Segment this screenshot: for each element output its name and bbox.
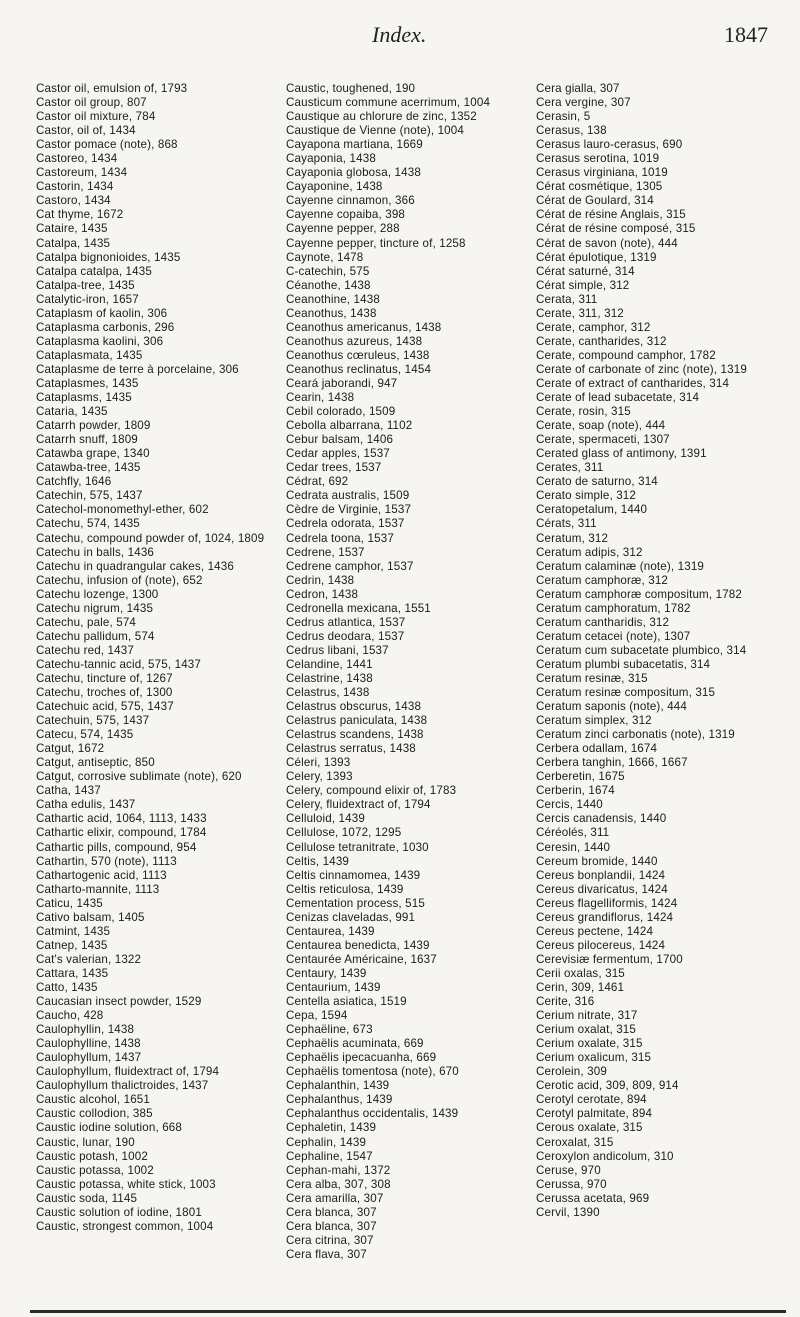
index-entry: Cedrus libani, 1537 <box>286 643 389 657</box>
index-entry: Céréolés, 311 <box>536 826 610 840</box>
index-entry: Celluloid, 1439 <box>286 812 365 826</box>
index-entry: Cerium nitrate, 317 <box>536 1009 638 1023</box>
index-entry: Cérat saturné, 314 <box>536 264 635 278</box>
index-entry: Ceratum plumbi subacetatis, 314 <box>536 657 711 671</box>
index-entry: Catechu, troches of, 1300 <box>36 686 173 700</box>
index-entry: Ceruse, 970 <box>536 1163 601 1177</box>
index-entry: Cera blanca, 307 <box>286 1205 377 1219</box>
index-entry: Castoro, 1434 <box>36 194 111 208</box>
index-entry: Caulophyllum thalictroides, 1437 <box>36 1079 209 1093</box>
index-entry: Cataplasmes, 1435 <box>36 376 139 390</box>
index-entry: Celery, compound elixir of, 1783 <box>286 784 457 798</box>
index-entry: Cellulose, 1072, 1295 <box>286 826 402 840</box>
index-entry: Ceanothus azureus, 1438 <box>286 334 423 348</box>
index-entry: Cerussa acetata, 969 <box>536 1191 650 1205</box>
index-entry: Celtis, 1439 <box>286 854 350 868</box>
index-entry: Cephalin, 1439 <box>286 1135 367 1149</box>
index-entry: Catechu, tincture of, 1267 <box>36 671 173 685</box>
index-entry: Cellulose tetranitrate, 1030 <box>286 840 429 854</box>
index-entry: Cebolla albarrana, 1102 <box>286 419 413 433</box>
index-entry: Catha, 1437 <box>36 784 101 798</box>
index-entry: Celastrus paniculata, 1438 <box>286 714 428 728</box>
index-entry: Cerium oxalat, 315 <box>536 1023 637 1037</box>
index-entry: Cérats, 311 <box>536 517 597 531</box>
index-entry: Caustic alcohol, 1651 <box>36 1093 151 1107</box>
index-entry: Cativo balsam, 1405 <box>36 910 145 924</box>
index-entry: Cerotyl cerotate, 894 <box>536 1093 647 1107</box>
index-entry: Ceratum adipis, 312 <box>536 545 643 559</box>
index-entry: Catchfly, 1646 <box>36 475 112 489</box>
index-entry: Cerate, camphor, 312 <box>536 320 651 334</box>
index-entry: Catmint, 1435 <box>36 924 111 938</box>
index-entry: Cerussa, 970 <box>536 1177 607 1191</box>
index-entry: Cérat de résine Anglais, 315 <box>536 208 686 222</box>
index-column-3 <box>536 82 786 1220</box>
index-column-1 <box>36 82 276 1234</box>
index-column-2 <box>286 82 534 1262</box>
index-entry: Catechu pallidum, 574 <box>36 629 155 643</box>
index-entry: Cervil, 1390 <box>536 1205 600 1219</box>
index-entry: Ceresin, 1440 <box>536 840 611 854</box>
index-entry: Caulophyllum, fluidextract of, 1794 <box>36 1065 220 1079</box>
index-entry: Cereus grandiflorus, 1424 <box>536 910 674 924</box>
index-entry: Caticu, 1435 <box>36 896 103 910</box>
index-entry: Cerasin, 5 <box>536 110 591 124</box>
index-entry: Cera alba, 307, 308 <box>286 1177 391 1191</box>
index-entry: Caustique au chlorure de zinc, 1352 <box>286 110 477 124</box>
index-entry: Catechol-monomethyl-ether, 602 <box>36 503 209 517</box>
index-entry: Cedrene, 1537 <box>286 545 365 559</box>
index-entry: Cereus flagelliformis, 1424 <box>536 896 678 910</box>
index-entry: Cera amarilla, 307 <box>286 1191 384 1205</box>
index-entry: Cenizas claveladas, 991 <box>286 910 416 924</box>
index-entry: Celastrus scandens, 1438 <box>286 728 424 742</box>
index-entry: Catgut, antiseptic, 850 <box>36 756 155 770</box>
index-entry: Cerberetin, 1675 <box>536 770 625 784</box>
index-entry: Cebur balsam, 1406 <box>286 433 394 447</box>
index-entry: Cerasus lauro-cerasus, 690 <box>536 138 683 152</box>
page-title: Index. <box>372 22 427 47</box>
index-entry: Catechuin, 575, 1437 <box>36 714 150 728</box>
index-entry: Causticum commune acerrimum, 1004 <box>286 96 491 110</box>
index-entry: Cebil colorado, 1509 <box>286 405 396 419</box>
index-entry: Cephaline, 1547 <box>286 1149 373 1163</box>
index-entry: Caustic iodine solution, 668 <box>36 1121 182 1135</box>
index-entry: Caustique de Vienne (note), 1004 <box>286 124 464 138</box>
index-entry: Catechu-tannic acid, 575, 1437 <box>36 657 201 671</box>
index-entry: Centaury, 1439 <box>286 966 367 980</box>
index-entry: Cerate, soap (note), 444 <box>536 419 666 433</box>
index-entry: Catha edulis, 1437 <box>36 798 136 812</box>
page-header <box>0 0 800 70</box>
index-entry: Ceratopetalum, 1440 <box>536 503 648 517</box>
index-entry: Catnep, 1435 <box>36 938 108 952</box>
index-entry: Cataplasms, 1435 <box>36 391 132 405</box>
index-entry: Ceará jaborandi, 947 <box>286 376 398 390</box>
index-entry: Cerite, 316 <box>536 995 595 1009</box>
index-entry: Cedar trees, 1537 <box>286 461 382 475</box>
index-entry: Cereus pilocereus, 1424 <box>536 938 666 952</box>
index-entry: Ceratum simplex, 312 <box>536 714 652 728</box>
index-entry: Celastrus serratus, 1438 <box>286 742 416 756</box>
index-entry: Ceratum camphoratum, 1782 <box>536 601 691 615</box>
index-entry: Ceratum zinci carbonatis (note), 1319 <box>536 728 735 742</box>
index-entry: Centaurium, 1439 <box>286 981 381 994</box>
index-entry: Ceanothus, 1438 <box>286 306 377 320</box>
page-number: 1847 <box>724 22 768 47</box>
index-entry: Ceratum resinæ, 315 <box>536 671 648 685</box>
index-entry: Cayenne pepper, 288 <box>286 222 400 236</box>
index-entry: Cephaëlis acuminata, 669 <box>286 1037 424 1051</box>
index-entry: Catechu, infusion of (note), 652 <box>36 573 203 587</box>
index-entry: Ceratum resinæ compositum, 315 <box>536 686 716 700</box>
index-entry: Cerate, compound camphor, 1782 <box>536 348 716 362</box>
index-entry: Ceratum cantharidis, 312 <box>536 615 670 629</box>
index-entry: Cerate of carbonate of zinc (note), 1319 <box>536 362 747 376</box>
index-entry: Cathartic acid, 1064, 1113, 1433 <box>36 812 207 826</box>
index-entry: Cerate of extract of cantharides, 314 <box>536 376 730 390</box>
index-entry: Cerated glass of antimony, 1391 <box>536 447 707 461</box>
index-entry: Cephaletin, 1439 <box>286 1121 377 1135</box>
index-entry: Cedron, 1438 <box>286 587 359 601</box>
index-entry: Ceratum calaminæ (note), 1319 <box>536 559 705 573</box>
index-entry: Cerate of lead subacetate, 314 <box>536 391 700 405</box>
index-entry: Caulophylline, 1438 <box>36 1037 141 1051</box>
index-entry: Cat thyme, 1672 <box>36 208 124 222</box>
index-entry: Cataplasma carbonis, 296 <box>36 320 175 334</box>
index-entry: Catechin, 575, 1437 <box>36 489 143 503</box>
index-entry: Caustic, toughened, 190 <box>286 82 416 95</box>
index-entry: Céanothe, 1438 <box>286 278 371 292</box>
index-entry: Castor oil, emulsion of, 1793 <box>36 82 188 95</box>
index-entry: Cereus divaricatus, 1424 <box>536 882 668 896</box>
index-entry: Cataplasma kaolini, 306 <box>36 334 164 348</box>
index-entry: Cathartic elixir, compound, 1784 <box>36 826 207 840</box>
index-entry: Caucho, 428 <box>36 1009 104 1023</box>
index-entry: Ceroxalat, 315 <box>536 1135 614 1149</box>
index-entry: Cera blanca, 307 <box>286 1219 377 1233</box>
index-entry: Cayenne copaiba, 398 <box>286 208 406 222</box>
index-entry: Castoreo, 1434 <box>36 152 118 166</box>
index-entry: Caustic, strongest common, 1004 <box>36 1219 214 1233</box>
index-entry: Catechu lozenge, 1300 <box>36 587 159 601</box>
index-entry: Cayapona martiana, 1669 <box>286 138 423 152</box>
index-entry: Ceratum cetacei (note), 1307 <box>536 629 691 643</box>
index-entry: Ceratum, 312 <box>536 531 609 545</box>
index-entry: Cera gialla, 307 <box>536 82 620 95</box>
index-entry: Centaurée Américaine, 1637 <box>286 952 437 966</box>
index-entry: Cerates, 311 <box>536 461 604 475</box>
index-entry: Cérat simple, 312 <box>536 278 630 292</box>
index-entry: Caulophyllum, 1437 <box>36 1051 142 1065</box>
index-entry: Catawba grape, 1340 <box>36 447 150 461</box>
index-entry: Cayaponia globosa, 1438 <box>286 166 421 180</box>
index-entry: Centella asiatica, 1519 <box>286 995 407 1009</box>
index-entry: Cepa, 1594 <box>286 1009 348 1023</box>
index-entry: Castor oil mixture, 784 <box>36 110 156 124</box>
index-entry: Cerate, 311, 312 <box>536 306 624 320</box>
index-entry: Cephalanthus, 1439 <box>286 1093 393 1107</box>
index-entry: Ceroxylon andicolum, 310 <box>536 1149 674 1163</box>
index-entry: Celtis cinnamomea, 1439 <box>286 868 421 882</box>
index-entry: Cérat de savon (note), 444 <box>536 236 678 250</box>
index-entry: Cerate, cantharides, 312 <box>536 334 667 348</box>
index-entry: Catharto-mannite, 1113 <box>36 882 160 896</box>
index-entry: Cercis, 1440 <box>536 798 603 812</box>
index-entry: Cereus bonplandii, 1424 <box>536 868 666 882</box>
index-entry: Cerato simple, 312 <box>536 489 637 503</box>
index-entry: Ceanothus reclinatus, 1454 <box>286 362 432 376</box>
index-entry: Cedrus deodara, 1537 <box>286 629 405 643</box>
index-entry: Cerasus, 138 <box>536 124 607 138</box>
index-entry: Catto, 1435 <box>36 981 98 994</box>
index-entry: Cedrela odorata, 1537 <box>286 517 405 531</box>
index-entry: Céleri, 1393 <box>286 756 351 770</box>
index-entry: Centaurea, 1439 <box>286 924 375 938</box>
index-entry: Cerium oxalicum, 315 <box>536 1051 652 1065</box>
index-entry: Catechu in balls, 1436 <box>36 545 155 559</box>
index-entry: Castor, oil of, 1434 <box>36 124 136 138</box>
index-entry: Cataria, 1435 <box>36 405 108 419</box>
index-entry: Catecu, 574, 1435 <box>36 728 134 742</box>
index-entry: Cephalanthin, 1439 <box>286 1079 390 1093</box>
index-entry: Cataplasme de terre à porcelaine, 306 <box>36 362 239 376</box>
index-entry: Catalpa-tree, 1435 <box>36 278 135 292</box>
index-entry: Cathartin, 570 (note), 1113 <box>36 854 177 868</box>
index-entry: Cerevisiæ fermentum, 1700 <box>536 952 683 966</box>
index-entry: Catechu, 574, 1435 <box>36 517 140 531</box>
index-entry: Cearin, 1438 <box>286 391 355 405</box>
index-entry: Cataplasm of kaolin, 306 <box>36 306 168 320</box>
index-entry: Cephan-mahi, 1372 <box>286 1163 391 1177</box>
index-entry: Cereus pectene, 1424 <box>536 924 654 938</box>
index-entry: Cera vergine, 307 <box>536 96 631 110</box>
index-entry: Cattara, 1435 <box>36 966 109 980</box>
index-entry: Cerbera odallam, 1674 <box>536 742 658 756</box>
index-entry: Cera citrina, 307 <box>286 1233 374 1247</box>
index-entry: Cedar apples, 1537 <box>286 447 390 461</box>
index-entry: C-catechin, 575 <box>286 264 370 278</box>
index-entry: Cephaëlis tomentosa (note), 670 <box>286 1065 459 1079</box>
index-entry: Ceanothus americanus, 1438 <box>286 320 442 334</box>
index-entry: Catgut, corrosive sublimate (note), 620 <box>36 770 242 784</box>
index-entry: Ceanothus cœruleus, 1438 <box>286 348 430 362</box>
index-entry: Caustic collodion, 385 <box>36 1107 153 1121</box>
index-entry: Cérat épulotique, 1319 <box>536 250 657 264</box>
index-entry: Cereum bromide, 1440 <box>536 854 658 868</box>
index-entry: Caucasian insect powder, 1529 <box>36 995 202 1009</box>
index-entry: Cerotyl palmitate, 894 <box>536 1107 653 1121</box>
index-entry: Cerous oxalate, 315 <box>536 1121 643 1135</box>
index-entry: Cayenne cinnamon, 366 <box>286 194 415 208</box>
index-entry: Castoreum, 1434 <box>36 166 128 180</box>
index-entry: Cayaponine, 1438 <box>286 180 383 194</box>
index-entry: Caustic potassa, white stick, 1003 <box>36 1177 216 1191</box>
index-entry: Cat's valerian, 1322 <box>36 952 142 966</box>
index-entry: Ceratum camphoræ, 312 <box>536 573 669 587</box>
index-entry: Catechu, pale, 574 <box>36 615 137 629</box>
index-entry: Celastrine, 1438 <box>286 671 373 685</box>
index-entry: Catechu red, 1437 <box>36 643 134 657</box>
index-entry: Caustic soda, 1145 <box>36 1191 138 1205</box>
index-entry: Celastrus obscurus, 1438 <box>286 700 422 714</box>
index-entry: Cedrela toona, 1537 <box>286 531 394 545</box>
index-entry: Cerato de saturno, 314 <box>536 475 658 489</box>
index-entry: Cerolein, 309 <box>536 1065 607 1079</box>
index-entry: Castor oil group, 807 <box>36 96 147 110</box>
bottom-rule <box>30 1310 786 1313</box>
index-entry: Caustic, lunar, 190 <box>36 1135 135 1149</box>
index-entry: Cèdre de Virginie, 1537 <box>286 503 412 517</box>
index-entry: Celandine, 1441 <box>286 657 373 671</box>
index-entry: Cerin, 309, 1461 <box>536 981 625 994</box>
index-entry: Cerate, spermaceti, 1307 <box>536 433 670 447</box>
index-entry: Cerasus virginiana, 1019 <box>536 166 668 180</box>
index-entry: Catalpa, 1435 <box>36 236 111 250</box>
index-entry: Cédrat, 692 <box>286 475 349 489</box>
index-entry: Ceanothine, 1438 <box>286 292 380 306</box>
index-entry: Castorin, 1434 <box>36 180 114 194</box>
index-entry: Cephaëlis ipecacuanha, 669 <box>286 1051 437 1065</box>
index-entry: Centaurea benedicta, 1439 <box>286 938 430 952</box>
index-entry: Cedrus atlantica, 1537 <box>286 615 406 629</box>
index-entry: Cataire, 1435 <box>36 222 108 236</box>
index-entry: Cedrata australis, 1509 <box>286 489 410 503</box>
index-entry: Celery, 1393 <box>286 770 353 784</box>
index-entry: Cedrin, 1438 <box>286 573 355 587</box>
index-entry: Catechuic acid, 575, 1437 <box>36 700 174 714</box>
index-entry: Ceratum camphoræ compositum, 1782 <box>536 587 742 601</box>
index-entry: Cephalanthus occidentalis, 1439 <box>286 1107 459 1121</box>
index-entry: Cérat de résine composé, 315 <box>536 222 696 236</box>
index-entry: Catechu, compound powder of, 1024, 1809 <box>36 531 265 545</box>
index-entry: Caynote, 1478 <box>286 250 364 264</box>
index-entry: Celastrus, 1438 <box>286 686 370 700</box>
index-entry: Cementation process, 515 <box>286 896 425 910</box>
index-entry: Cathartic pills, compound, 954 <box>36 840 197 854</box>
index-entry: Catechu in quadrangular cakes, 1436 <box>36 559 234 573</box>
index-entry: Caulophyllin, 1438 <box>36 1023 135 1037</box>
index-entry: Catalpa bignonioides, 1435 <box>36 250 181 264</box>
index-entry: Cerata, 311 <box>536 292 598 306</box>
index-entry: Cataplasmata, 1435 <box>36 348 143 362</box>
index-entry: Cedronella mexicana, 1551 <box>286 601 431 615</box>
index-entry: Castor pomace (note), 868 <box>36 138 178 152</box>
index-entry: Celtis reticulosa, 1439 <box>286 882 404 896</box>
index-entry: Caustic potash, 1002 <box>36 1149 148 1163</box>
index-entry: Cerasus serotina, 1019 <box>536 152 660 166</box>
index-entry: Catgut, 1672 <box>36 742 105 756</box>
index-entry: Catechu nigrum, 1435 <box>36 601 154 615</box>
index-entry: Caustic solution of iodine, 1801 <box>36 1205 202 1219</box>
index-entry: Cerbera tanghin, 1666, 1667 <box>536 756 688 770</box>
index-entry: Cercis canadensis, 1440 <box>536 812 667 826</box>
index-entry: Cayenne pepper, tincture of, 1258 <box>286 236 466 250</box>
index-entry: Ceratum cum subacetate plumbico, 314 <box>536 643 747 657</box>
index-entry: Cerotic acid, 309, 809, 914 <box>536 1079 679 1093</box>
index-entry: Cedrene camphor, 1537 <box>286 559 414 573</box>
index-entry: Celery, fluidextract of, 1794 <box>286 798 431 812</box>
index-entry: Catarrh powder, 1809 <box>36 419 151 433</box>
index-entry: Catawba-tree, 1435 <box>36 461 141 475</box>
index-entry: Catalpa catalpa, 1435 <box>36 264 152 278</box>
index-entry: Cerate, rosin, 315 <box>536 405 631 419</box>
index-entry: Cathartogenic acid, 1113 <box>36 868 167 882</box>
index-entry: Caustic potassa, 1002 <box>36 1163 154 1177</box>
index-entry: Ceratum saponis (note), 444 <box>536 700 687 714</box>
index-entry: Cérat cosmétique, 1305 <box>536 180 663 194</box>
index-entry: Cephaëline, 673 <box>286 1023 373 1037</box>
index-entry: Cerium oxalate, 315 <box>536 1037 643 1051</box>
index-entry: Cayaponia, 1438 <box>286 152 376 166</box>
index-entry: Cérat de Goulard, 314 <box>536 194 654 208</box>
index-entry: Cerii oxalas, 315 <box>536 966 625 980</box>
index-entry: Catarrh snuff, 1809 <box>36 433 138 447</box>
index-entry: Catalytic-iron, 1657 <box>36 292 139 306</box>
index-entry: Cera flava, 307 <box>286 1247 367 1261</box>
index-entry: Cerberin, 1674 <box>536 784 615 798</box>
